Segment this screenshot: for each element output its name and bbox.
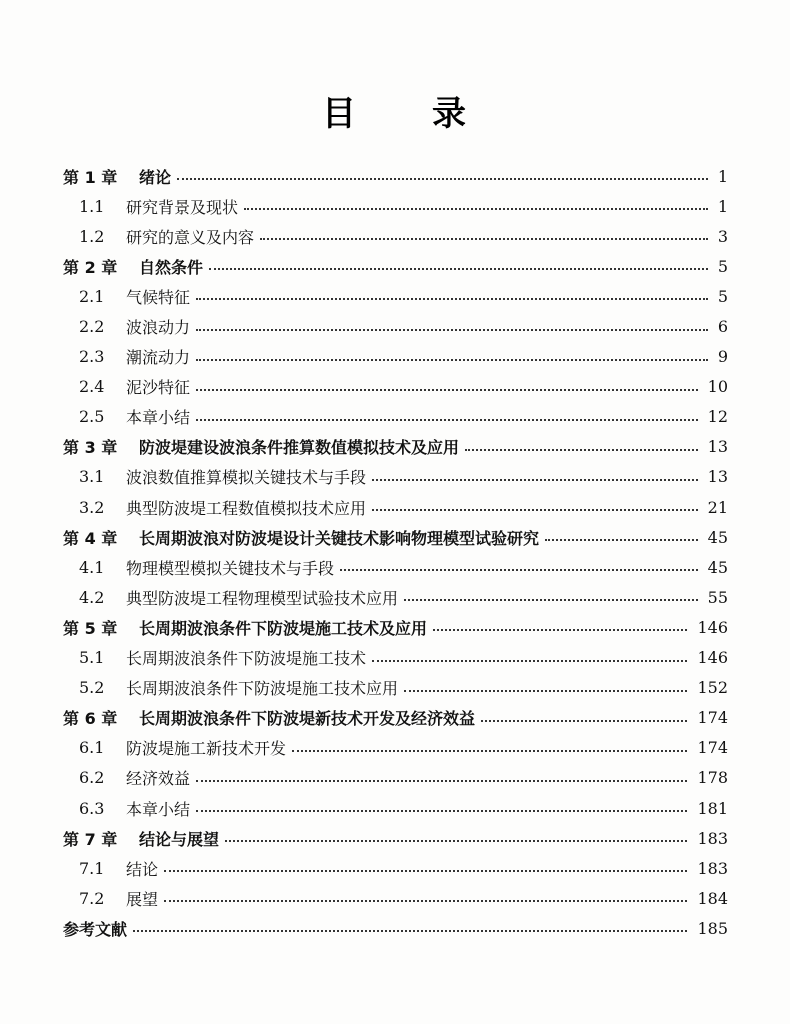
toc-entry-label — [79, 676, 398, 699]
toc-entry-label — [79, 797, 190, 820]
toc-entry[interactable] — [0, 402, 790, 432]
toc-entry-label — [79, 887, 158, 910]
toc-entry-page: 13 — [707, 467, 728, 487]
dot-leader — [372, 479, 698, 481]
dot-leader — [133, 930, 687, 932]
toc-entry-number: 1.2 — [79, 226, 105, 246]
toc-entry-title: 自然条件 — [139, 257, 204, 277]
toc-entry[interactable] — [0, 191, 790, 221]
dot-leader — [481, 720, 687, 722]
toc-entry-page: 174 — [697, 738, 728, 758]
dot-leader — [372, 660, 687, 662]
dot-leader — [465, 449, 698, 451]
toc-entry-page: 174 — [697, 708, 728, 728]
toc-entry-label — [63, 255, 203, 278]
toc-entry-title: 长周期波浪条件下防波堤施工技术应用 — [126, 679, 399, 699]
dot-leader — [196, 298, 708, 300]
toc-entry-label — [79, 857, 158, 880]
toc-entry[interactable] — [0, 281, 790, 311]
toc-entry-label — [79, 375, 190, 398]
dot-leader — [404, 599, 698, 601]
toc-entry[interactable] — [0, 733, 790, 763]
dot-leader — [372, 509, 698, 511]
toc-entry[interactable] — [0, 161, 790, 191]
toc-entry-page: 181 — [697, 798, 728, 818]
dot-leader — [196, 329, 708, 331]
dot-leader — [164, 900, 687, 902]
toc-entry[interactable] — [0, 251, 790, 281]
dot-leader — [196, 419, 698, 421]
toc-entry-number: 7.1 — [79, 858, 105, 878]
dot-leader — [244, 208, 708, 210]
toc-entry-label — [79, 315, 190, 338]
toc-entry[interactable] — [0, 492, 790, 522]
toc-entry-label — [79, 646, 366, 669]
dot-leader — [164, 870, 687, 872]
toc-entry-page: 12 — [707, 407, 728, 427]
toc-entry-number: 第 2 章 — [63, 257, 118, 277]
toc-entry-label — [63, 616, 427, 639]
toc-entry[interactable] — [0, 673, 790, 703]
toc-entry-title: 研究的意义及内容 — [126, 227, 255, 247]
toc-entry-label — [63, 827, 219, 850]
toc-entry-title: 波浪动力 — [126, 318, 191, 338]
toc-entry-number: 3.2 — [79, 497, 105, 517]
toc-entry[interactable] — [0, 763, 790, 793]
dot-leader — [545, 539, 698, 541]
dot-leader — [209, 268, 708, 270]
toc-entry-page: 5 — [717, 256, 728, 276]
dot-leader — [225, 840, 687, 842]
dot-leader — [433, 629, 687, 631]
toc-entry-page: 21 — [707, 497, 728, 517]
toc-entry-number: 第 6 章 — [63, 709, 118, 729]
toc-entry-number: 2.5 — [79, 407, 105, 427]
toc-entry[interactable] — [0, 582, 790, 612]
toc-entry[interactable] — [0, 883, 790, 913]
toc-entry-page: 183 — [697, 828, 728, 848]
toc-entry-label — [79, 345, 190, 368]
toc-entry-title: 潮流动力 — [126, 348, 191, 368]
toc-entry-label — [79, 405, 190, 428]
toc-entry-page: 1 — [717, 166, 728, 186]
toc-entry-title: 长周期波浪条件下防波堤施工技术 — [126, 649, 367, 669]
toc-entry-title: 防波堤施工新技术开发 — [126, 739, 287, 759]
toc-entry[interactable] — [0, 913, 790, 943]
toc-entry-label — [63, 165, 171, 188]
toc-entry-title: 典型防波堤工程数值模拟技术应用 — [126, 498, 367, 518]
toc-entry[interactable] — [0, 703, 790, 733]
toc-entry-number: 第 4 章 — [63, 528, 118, 548]
toc-entry[interactable] — [0, 462, 790, 492]
toc-entry[interactable] — [0, 853, 790, 883]
toc-entry-label — [79, 586, 398, 609]
toc-entry[interactable] — [0, 612, 790, 642]
toc-entry-page: 45 — [707, 557, 728, 577]
toc-entry-title: 展望 — [126, 889, 159, 909]
toc-entry-number: 4.1 — [79, 557, 105, 577]
toc-entry-page: 178 — [697, 768, 728, 788]
toc-entry-page: 146 — [697, 617, 728, 637]
toc-entry-page: 45 — [707, 527, 728, 547]
toc-entry-number: 4.2 — [79, 587, 105, 607]
dot-leader — [340, 569, 698, 571]
toc-entry-number: 第 3 章 — [63, 438, 118, 458]
toc-entry-number: 2.1 — [79, 286, 105, 306]
toc-entry[interactable] — [0, 793, 790, 823]
toc-entry-number: 3.1 — [79, 467, 105, 487]
toc-entry[interactable] — [0, 311, 790, 341]
toc-entry-title: 本章小结 — [126, 408, 191, 428]
toc-entry[interactable] — [0, 522, 790, 552]
dot-leader — [196, 780, 687, 782]
toc-entry-label — [79, 285, 190, 308]
toc-entry-number: 6.1 — [79, 738, 105, 758]
toc-entry-page: 1 — [717, 196, 728, 216]
toc-entry-number: 1.1 — [79, 196, 105, 216]
toc-entry-label — [79, 225, 254, 248]
toc-entry-number: 5.1 — [79, 648, 105, 668]
toc-entry-title: 气候特征 — [126, 287, 191, 307]
title-char-1: 目 — [322, 94, 356, 134]
toc-entry-title: 泥沙特征 — [126, 378, 191, 398]
dot-leader — [260, 238, 708, 240]
toc-entry-title: 长周期波浪对防波堤设计关键技术影响物理模型试验研究 — [139, 528, 540, 548]
toc-entry-title: 物理模型模拟关键技术与手段 — [126, 558, 335, 578]
toc-entry-label — [63, 917, 127, 940]
toc-entry-number: 7.2 — [79, 888, 105, 908]
toc-entry-page: 55 — [707, 587, 728, 607]
toc-entry-number: 2.3 — [79, 347, 105, 367]
toc-entry-label — [63, 526, 539, 549]
toc-entry-title: 结论与展望 — [139, 829, 220, 849]
toc-entry-page: 3 — [717, 226, 728, 246]
toc-entry-page: 152 — [697, 678, 728, 698]
toc-entry-number: 第 1 章 — [63, 167, 118, 187]
toc-entry-page: 13 — [707, 437, 728, 457]
toc-entry-label — [79, 736, 286, 759]
toc-entry-label — [79, 496, 366, 519]
title-char-2: 录 — [432, 94, 466, 134]
toc-entry[interactable] — [0, 342, 790, 372]
toc-entry-number: 第 7 章 — [63, 829, 118, 849]
toc-entry[interactable] — [0, 552, 790, 582]
toc-entry-label — [63, 435, 459, 458]
toc-entry-title: 结论 — [126, 859, 159, 879]
toc-entry-label — [79, 465, 366, 488]
dot-leader — [196, 389, 698, 391]
toc-entry-title: 典型防波堤工程物理模型试验技术应用 — [126, 588, 399, 608]
toc-entry-label — [79, 556, 334, 579]
toc-entry-title: 经济效益 — [126, 769, 191, 789]
toc-entry[interactable] — [0, 372, 790, 402]
dot-leader — [196, 810, 687, 812]
toc-entry-page: 6 — [717, 317, 728, 337]
toc-entry-label — [79, 195, 238, 218]
table-of-contents — [0, 161, 790, 943]
toc-entry-title: 研究背景及现状 — [126, 197, 239, 217]
toc-entry[interactable] — [0, 643, 790, 673]
toc-entry[interactable] — [0, 221, 790, 251]
toc-entry-number: 5.2 — [79, 678, 105, 698]
toc-entry-number: 2.2 — [79, 317, 105, 337]
toc-entry-page: 184 — [697, 888, 728, 908]
toc-entry-title: 波浪数值推算模拟关键技术与手段 — [126, 468, 367, 488]
toc-entry-label — [63, 706, 475, 729]
dot-leader — [292, 750, 687, 752]
toc-entry[interactable] — [0, 432, 790, 462]
toc-entry-title: 防波堤建设波浪条件推算数值模拟技术及应用 — [139, 438, 460, 458]
toc-entry-number: 2.4 — [79, 377, 105, 397]
dot-leader — [196, 359, 708, 361]
toc-entry-title: 本章小结 — [126, 799, 191, 819]
toc-entry-page: 10 — [707, 377, 728, 397]
toc-entry-page: 146 — [697, 648, 728, 668]
toc-entry-page: 185 — [697, 918, 728, 938]
toc-entry-number: 6.3 — [79, 798, 105, 818]
toc-entry-number: 第 5 章 — [63, 618, 118, 638]
toc-entry-title: 参考文献 — [63, 919, 128, 939]
page-title — [0, 80, 790, 140]
toc-entry-title: 长周期波浪条件下防波堤施工技术及应用 — [139, 618, 428, 638]
toc-entry[interactable] — [0, 823, 790, 853]
toc-entry-title: 绪论 — [139, 167, 172, 187]
dot-leader — [177, 178, 708, 180]
toc-entry-page: 5 — [717, 286, 728, 306]
toc-entry-number: 6.2 — [79, 768, 105, 788]
toc-entry-label — [79, 766, 190, 789]
toc-entry-title: 长周期波浪条件下防波堤新技术开发及经济效益 — [139, 709, 476, 729]
dot-leader — [404, 690, 687, 692]
toc-entry-page: 183 — [697, 858, 728, 878]
toc-entry-page: 9 — [717, 347, 728, 367]
